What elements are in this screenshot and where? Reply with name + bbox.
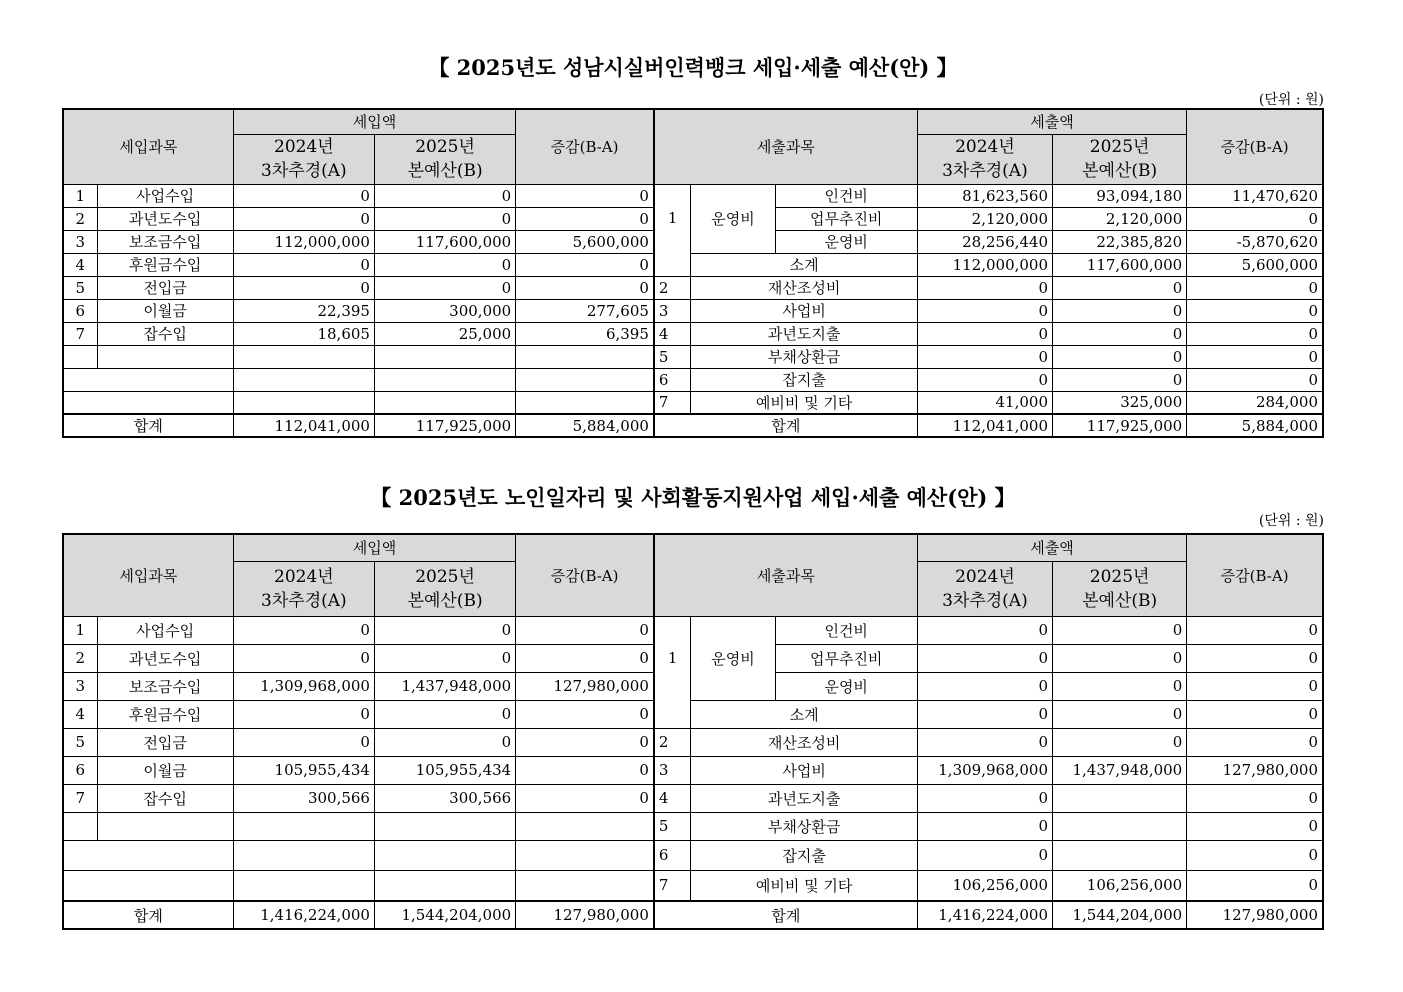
revenue-no: 7 (63, 322, 97, 345)
expense-b: 0 (1053, 322, 1187, 345)
expense-a: 0 (917, 345, 1052, 368)
expense-2024-header: 2024년 3차추경(A) (917, 134, 1052, 184)
expense-subtotal-b: 117,600,000 (1053, 253, 1187, 276)
expense-diff: 0 (1187, 299, 1323, 322)
expense-subject-header: 세출과목 (654, 534, 917, 616)
revenue-no: 3 (63, 672, 97, 700)
revenue-diff: 127,980,000 (516, 672, 654, 700)
expense-diff: 127,980,000 (1187, 756, 1323, 784)
empty-cell (233, 368, 374, 391)
expense-a: 0 (917, 840, 1052, 870)
revenue-diff: 0 (516, 276, 654, 299)
expense-total-b: 1,544,204,000 (1053, 901, 1187, 929)
revenue-diff: 277,605 (516, 299, 654, 322)
empty-cell (233, 812, 374, 840)
expense-name: 과년도지출 (691, 784, 917, 812)
revenue-name: 사업수입 (97, 184, 233, 207)
revenue-no: 4 (63, 253, 97, 276)
revenue-no: 7 (63, 784, 97, 812)
revenue-name: 보조금수입 (97, 672, 233, 700)
revenue-a: 0 (233, 700, 374, 728)
revenue-subject-header: 세입과목 (63, 534, 233, 616)
revenue-diff: 0 (516, 784, 654, 812)
revenue-b: 0 (374, 207, 515, 230)
total-row (63, 414, 1323, 437)
revenue-diff: 0 (516, 700, 654, 728)
empty-cell (374, 391, 515, 414)
expense-b (1053, 812, 1187, 840)
revenue-no: 6 (63, 299, 97, 322)
revenue-no: 6 (63, 756, 97, 784)
revenue-no: 4 (63, 700, 97, 728)
revenue-diff-header: 증감(B-A) (516, 534, 654, 616)
revenue-2024-header: 2024년 3차추경(A) (233, 561, 374, 616)
revenue-diff: 0 (516, 616, 654, 644)
revenue-total-a: 1,416,224,000 (233, 901, 374, 929)
revenue-diff: 0 (516, 184, 654, 207)
expense-group-no: 1 (654, 184, 691, 276)
revenue-name: 전입금 (97, 276, 233, 299)
expense-no: 4 (654, 322, 691, 345)
expense-name: 재산조성비 (691, 728, 917, 756)
revenue-a: 1,309,968,000 (233, 672, 374, 700)
empty-cell (233, 345, 374, 368)
expense-diff: 0 (1187, 870, 1323, 901)
empty-cell (233, 870, 374, 901)
revenue-no: 5 (63, 276, 97, 299)
expense-a: 0 (917, 672, 1052, 700)
expense-a: 0 (917, 616, 1052, 644)
expense-subtotal-b: 0 (1053, 700, 1187, 728)
revenue-b: 1,437,948,000 (374, 672, 515, 700)
expense-no: 7 (654, 391, 691, 414)
revenue-diff: 0 (516, 253, 654, 276)
expense-total-diff: 5,884,000 (1187, 414, 1323, 437)
expense-a: 81,623,560 (917, 184, 1052, 207)
expense-2025-header: 2025년 본예산(B) (1053, 561, 1187, 616)
table-row (63, 728, 1323, 756)
expense-name: 사업비 (691, 299, 917, 322)
empty-cell (374, 870, 515, 901)
expense-no: 2 (654, 728, 691, 756)
total-row (63, 901, 1323, 929)
revenue-a: 0 (233, 644, 374, 672)
expense-subtotal-diff: 5,600,000 (1187, 253, 1323, 276)
expense-subtotal-label: 소계 (691, 253, 917, 276)
expense-no: 2 (654, 276, 691, 299)
revenue-diff-header: 증감(B-A) (516, 109, 654, 184)
revenue-total-label: 합계 (63, 901, 233, 929)
revenue-2025-header: 2025년 본예산(B) (374, 561, 515, 616)
expense-name: 사업비 (691, 756, 917, 784)
expense-b: 1,437,948,000 (1053, 756, 1187, 784)
revenue-total-diff: 5,884,000 (516, 414, 654, 437)
revenue-name: 잡수입 (97, 322, 233, 345)
expense-amount-header: 세출액 (917, 109, 1186, 134)
expense-b: 2,120,000 (1053, 207, 1187, 230)
expense-diff-header: 증감(B-A) (1187, 534, 1323, 616)
table-row (63, 276, 1323, 299)
revenue-no: 3 (63, 230, 97, 253)
revenue-a: 0 (233, 184, 374, 207)
expense-a: 41,000 (917, 391, 1052, 414)
expense-amount-header: 세출액 (917, 534, 1186, 561)
expense-name: 재산조성비 (691, 276, 917, 299)
table-row (63, 756, 1323, 784)
expense-b (1053, 784, 1187, 812)
expense-diff: 284,000 (1187, 391, 1323, 414)
expense-diff: 0 (1187, 345, 1323, 368)
revenue-2025-header: 2025년 본예산(B) (374, 134, 515, 184)
revenue-b: 0 (374, 700, 515, 728)
empty-cell (374, 345, 515, 368)
expense-2024-header: 2024년 3차추경(A) (917, 561, 1052, 616)
expense-diff: 0 (1187, 840, 1323, 870)
expense-a: 0 (917, 728, 1052, 756)
revenue-diff: 0 (516, 207, 654, 230)
expense-total-label: 합계 (654, 414, 917, 437)
expense-2025-header: 2025년 본예산(B) (1053, 134, 1187, 184)
revenue-no: 1 (63, 184, 97, 207)
expense-subtotal-diff: 0 (1187, 700, 1323, 728)
revenue-amount-header: 세입액 (233, 534, 515, 561)
empty-cell (97, 345, 233, 368)
expense-group-name: 운영비 (691, 616, 775, 700)
empty-cell (374, 368, 515, 391)
expense-diff: 0 (1187, 812, 1323, 840)
revenue-a: 300,566 (233, 784, 374, 812)
revenue-a: 0 (233, 616, 374, 644)
revenue-name: 후원금수입 (97, 253, 233, 276)
expense-a: 106,256,000 (917, 870, 1052, 901)
table-row (63, 184, 1323, 207)
expense-subtotal-label: 소계 (691, 700, 917, 728)
expense-b: 0 (1053, 299, 1187, 322)
expense-total-diff: 127,980,000 (1187, 901, 1323, 929)
expense-total-b: 117,925,000 (1053, 414, 1187, 437)
budget-table (62, 533, 1324, 930)
unit-label: (단위 : 원) (1258, 513, 1324, 529)
revenue-a: 105,955,434 (233, 756, 374, 784)
empty-cell (97, 812, 233, 840)
empty-cell (63, 840, 233, 870)
expense-b: 0 (1053, 672, 1187, 700)
expense-no: 5 (654, 345, 691, 368)
expense-name: 업무추진비 (775, 644, 917, 672)
table-row (63, 253, 1323, 276)
table-row (63, 391, 1323, 414)
table-row (63, 322, 1323, 345)
section-title: 【 2025년도 노인일자리 및 사회활동지원사업 세입·세출 예산(안) 】 (370, 485, 1016, 510)
expense-group-no: 1 (654, 616, 691, 728)
revenue-total-b: 1,544,204,000 (374, 901, 515, 929)
revenue-a: 0 (233, 207, 374, 230)
expense-name: 운영비 (775, 672, 917, 700)
expense-name: 부채상환금 (691, 345, 917, 368)
section-title: 【 2025년도 성남시실버인력뱅크 세입·세출 예산(안) 】 (428, 55, 958, 80)
revenue-b: 300,566 (374, 784, 515, 812)
empty-cell (516, 840, 654, 870)
revenue-name: 전입금 (97, 728, 233, 756)
revenue-total-diff: 127,980,000 (516, 901, 654, 929)
revenue-b: 0 (374, 616, 515, 644)
revenue-total-b: 117,925,000 (374, 414, 515, 437)
expense-no: 6 (654, 368, 691, 391)
table-row (63, 299, 1323, 322)
revenue-name: 과년도수입 (97, 207, 233, 230)
expense-name: 인건비 (775, 616, 917, 644)
revenue-no: 1 (63, 616, 97, 644)
revenue-total-a: 112,041,000 (233, 414, 374, 437)
revenue-b: 0 (374, 253, 515, 276)
expense-b: 22,385,820 (1053, 230, 1187, 253)
empty-cell (63, 391, 233, 414)
revenue-diff: 0 (516, 728, 654, 756)
expense-total-a: 1,416,224,000 (917, 901, 1052, 929)
revenue-no: 2 (63, 207, 97, 230)
expense-b: 325,000 (1053, 391, 1187, 414)
revenue-amount-header: 세입액 (233, 109, 515, 134)
table-row (63, 345, 1323, 368)
empty-cell (516, 391, 654, 414)
empty-cell (63, 368, 233, 391)
expense-group-name: 운영비 (691, 184, 775, 253)
empty-cell (374, 840, 515, 870)
revenue-b: 0 (374, 728, 515, 756)
expense-total-a: 112,041,000 (917, 414, 1052, 437)
expense-diff: 0 (1187, 368, 1323, 391)
expense-diff: -5,870,620 (1187, 230, 1323, 253)
expense-no: 7 (654, 870, 691, 901)
revenue-name: 잡수입 (97, 784, 233, 812)
budget-table (62, 108, 1324, 438)
expense-name: 예비비 및 기타 (691, 391, 917, 414)
expense-diff: 0 (1187, 322, 1323, 345)
revenue-a: 18,605 (233, 322, 374, 345)
expense-no: 3 (654, 756, 691, 784)
expense-a: 28,256,440 (917, 230, 1052, 253)
expense-b: 0 (1053, 345, 1187, 368)
table-row (63, 870, 1323, 901)
expense-diff: 0 (1187, 672, 1323, 700)
revenue-b: 0 (374, 644, 515, 672)
revenue-2024-header: 2024년 3차추경(A) (233, 134, 374, 184)
expense-diff: 0 (1187, 616, 1323, 644)
expense-b: 106,256,000 (1053, 870, 1187, 901)
expense-a: 0 (917, 784, 1052, 812)
expense-a: 0 (917, 276, 1052, 299)
expense-subject-header: 세출과목 (654, 109, 917, 184)
empty-cell (63, 812, 97, 840)
revenue-subject-header: 세입과목 (63, 109, 233, 184)
revenue-name: 이월금 (97, 756, 233, 784)
expense-a: 0 (917, 368, 1052, 391)
table-row (63, 700, 1323, 728)
expense-no: 3 (654, 299, 691, 322)
revenue-b: 25,000 (374, 322, 515, 345)
empty-cell (516, 870, 654, 901)
table-row (63, 840, 1323, 870)
revenue-a: 0 (233, 253, 374, 276)
expense-diff: 0 (1187, 207, 1323, 230)
empty-cell (516, 345, 654, 368)
expense-a: 0 (917, 812, 1052, 840)
expense-diff: 11,470,620 (1187, 184, 1323, 207)
expense-diff: 0 (1187, 276, 1323, 299)
empty-cell (233, 840, 374, 870)
expense-a: 0 (917, 644, 1052, 672)
expense-b (1053, 840, 1187, 870)
expense-subtotal-a: 112,000,000 (917, 253, 1052, 276)
expense-no: 6 (654, 840, 691, 870)
expense-subtotal-a: 0 (917, 700, 1052, 728)
revenue-diff: 5,600,000 (516, 230, 654, 253)
revenue-name: 이월금 (97, 299, 233, 322)
revenue-a: 0 (233, 728, 374, 756)
empty-cell (516, 812, 654, 840)
revenue-diff: 0 (516, 756, 654, 784)
revenue-diff: 0 (516, 644, 654, 672)
revenue-total-label: 합계 (63, 414, 233, 437)
expense-diff-header: 증감(B-A) (1187, 109, 1323, 184)
expense-b: 0 (1053, 368, 1187, 391)
expense-diff: 0 (1187, 784, 1323, 812)
revenue-b: 0 (374, 276, 515, 299)
empty-cell (63, 345, 97, 368)
revenue-no: 5 (63, 728, 97, 756)
expense-b: 0 (1053, 644, 1187, 672)
expense-b: 0 (1053, 616, 1187, 644)
expense-name: 과년도지출 (691, 322, 917, 345)
table-row (63, 784, 1323, 812)
revenue-a: 22,395 (233, 299, 374, 322)
revenue-b: 105,955,434 (374, 756, 515, 784)
revenue-name: 후원금수입 (97, 700, 233, 728)
empty-cell (63, 870, 233, 901)
expense-diff: 0 (1187, 728, 1323, 756)
revenue-diff: 6,395 (516, 322, 654, 345)
expense-total-label: 합계 (654, 901, 917, 929)
expense-a: 0 (917, 299, 1052, 322)
table-row (63, 616, 1323, 644)
revenue-name: 사업수입 (97, 616, 233, 644)
table-row (63, 368, 1323, 391)
expense-no: 5 (654, 812, 691, 840)
expense-diff: 0 (1187, 644, 1323, 672)
expense-name: 잡지출 (691, 840, 917, 870)
expense-a: 1,309,968,000 (917, 756, 1052, 784)
expense-a: 0 (917, 322, 1052, 345)
empty-cell (233, 391, 374, 414)
expense-name: 잡지출 (691, 368, 917, 391)
expense-name: 인건비 (775, 184, 917, 207)
table-row (63, 812, 1323, 840)
expense-b: 93,094,180 (1053, 184, 1187, 207)
expense-b: 0 (1053, 276, 1187, 299)
expense-b: 0 (1053, 728, 1187, 756)
revenue-no: 2 (63, 644, 97, 672)
revenue-b: 300,000 (374, 299, 515, 322)
expense-no: 4 (654, 784, 691, 812)
expense-name: 운영비 (775, 230, 917, 253)
expense-a: 2,120,000 (917, 207, 1052, 230)
unit-label: (단위 : 원) (1258, 92, 1324, 108)
empty-cell (516, 368, 654, 391)
expense-name: 부채상환금 (691, 812, 917, 840)
expense-name: 예비비 및 기타 (691, 870, 917, 901)
revenue-b: 117,600,000 (374, 230, 515, 253)
revenue-a: 112,000,000 (233, 230, 374, 253)
expense-name: 업무추진비 (775, 207, 917, 230)
revenue-a: 0 (233, 276, 374, 299)
revenue-name: 보조금수입 (97, 230, 233, 253)
revenue-b: 0 (374, 184, 515, 207)
revenue-name: 과년도수입 (97, 644, 233, 672)
empty-cell (374, 812, 515, 840)
